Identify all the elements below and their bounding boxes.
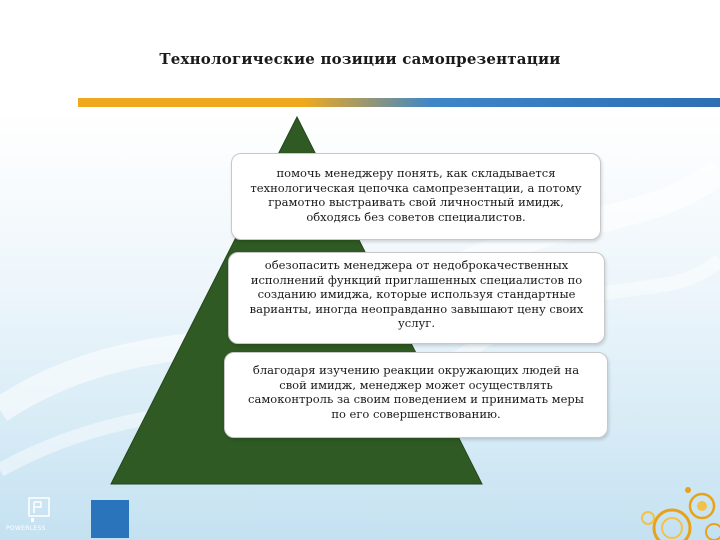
decorative-blue-square (91, 500, 129, 538)
pyramid-level-3 (224, 352, 608, 438)
decorative-swirl-ornament (610, 470, 720, 540)
level-2-line: услуг. (398, 316, 435, 331)
pyramid-level-1 (231, 153, 601, 240)
pyramid-level-3-text (248, 363, 584, 421)
pyramid-level-2 (228, 252, 605, 344)
level-3-line: благодаря изучению реакции окружающих людей на (252, 363, 580, 377)
level-1-line: технологическая цепочка самопрезентации, а потому (250, 180, 582, 195)
level-2-line: созданию имиджа, которые используя стандартные (257, 287, 576, 302)
level-2-line: варианты, иногда неоправданно завышают цену своих (249, 301, 584, 316)
pyramid-level-1-text (250, 166, 581, 224)
level-3-line: по его совершенствованию. (331, 406, 501, 421)
level-3-line: самоконтроль за своим поведением и принимать меры (248, 392, 584, 407)
pyramid-level-2-text (250, 258, 584, 331)
level-2-line: обезопасить менеджера от недоброкачественных (264, 258, 569, 272)
brand-logo-text: POWERLESS (6, 525, 46, 532)
level-2-line: исполнений функций приглашенных специалистов по (250, 272, 583, 287)
page-title: Технологические позиции самопрезентации (159, 50, 561, 68)
level-1-line: обходясь без советов специалистов. (306, 209, 526, 224)
level-1-line: помочь менеджеру понять, как складывается (276, 166, 556, 180)
level-3-line: свой имидж, менеджер может осуществлять (279, 377, 553, 392)
level-1-line: грамотно выстраивать свой личностный имидж, (268, 195, 564, 210)
brand-logo-icon (28, 497, 50, 523)
